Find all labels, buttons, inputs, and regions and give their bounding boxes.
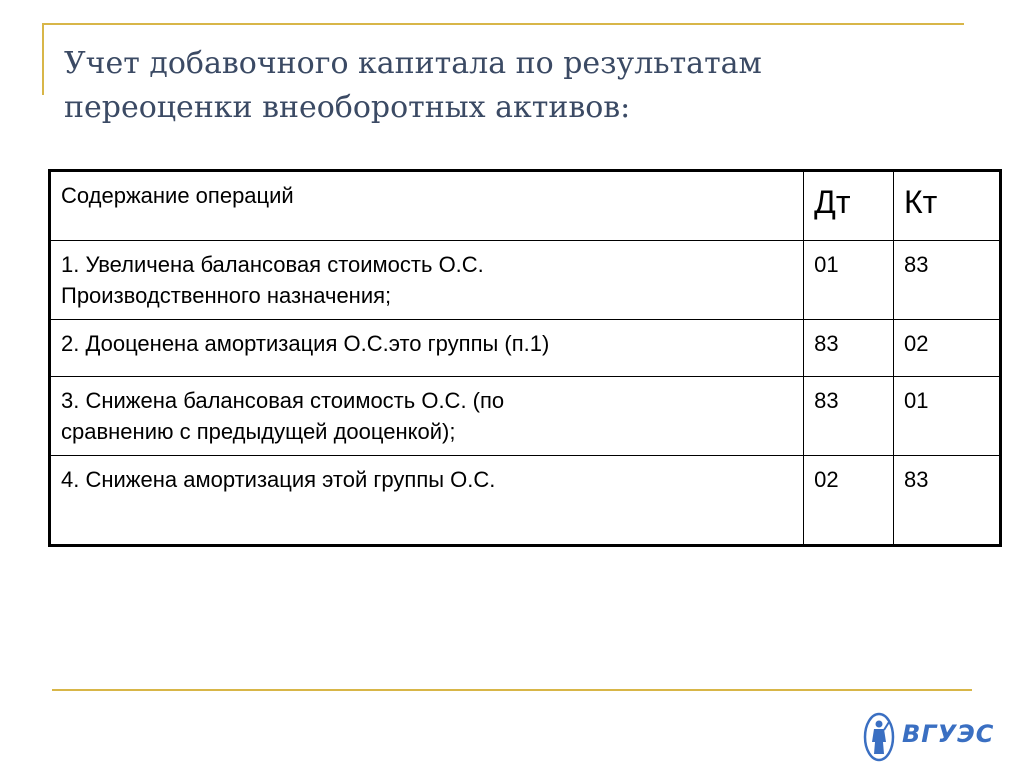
row-content-line: 3. Снижена балансовая стоимость О.С. (по bbox=[61, 388, 505, 413]
row-content-line: 1. Увеличена балансовая стоимость О.С. bbox=[61, 252, 484, 277]
slide-title-line-2: переоценки внеоборотных активов: bbox=[64, 90, 631, 125]
header-debit: Дт bbox=[804, 171, 894, 241]
row-debit: 02 bbox=[804, 456, 894, 546]
row-debit: 83 bbox=[804, 377, 894, 456]
table-row bbox=[50, 241, 1001, 320]
row-content bbox=[50, 456, 804, 546]
row-content bbox=[50, 241, 804, 320]
table-row bbox=[50, 320, 1001, 377]
row-credit: 83 bbox=[894, 456, 1001, 546]
row-content-line: сравнению с предыдущей дооценкой); bbox=[61, 419, 456, 444]
row-content-line: 2. Дооценена амортизация О.С.это группы (п.1) bbox=[61, 331, 550, 356]
table-row bbox=[50, 456, 1001, 546]
header-content: Содержание операций bbox=[50, 171, 804, 241]
slide-title bbox=[64, 42, 964, 130]
left-accent-rule bbox=[42, 23, 44, 95]
row-credit: 01 bbox=[894, 377, 1001, 456]
row-content-line: 4. Снижена амортизация этой группы О.С. bbox=[61, 467, 496, 492]
row-credit: 02 bbox=[894, 320, 1001, 377]
logo-text: ВГУЭС bbox=[902, 720, 995, 748]
header-credit: Кт bbox=[894, 171, 1001, 241]
table-header-row bbox=[50, 171, 1001, 241]
bottom-accent-rule bbox=[52, 689, 972, 691]
row-credit: 83 bbox=[894, 241, 1001, 320]
slide-title-line-1: Учет добавочного капитала по результатам bbox=[64, 46, 762, 81]
operations-table bbox=[48, 169, 1002, 547]
row-content-line: Производственного назначения; bbox=[61, 283, 392, 308]
row-debit: 01 bbox=[804, 241, 894, 320]
statue-emblem-icon bbox=[862, 712, 896, 762]
row-content bbox=[50, 377, 804, 456]
top-accent-rule bbox=[42, 23, 964, 25]
row-content bbox=[50, 320, 804, 377]
table-row bbox=[50, 377, 1001, 456]
row-debit: 83 bbox=[804, 320, 894, 377]
university-logo bbox=[862, 712, 995, 764]
